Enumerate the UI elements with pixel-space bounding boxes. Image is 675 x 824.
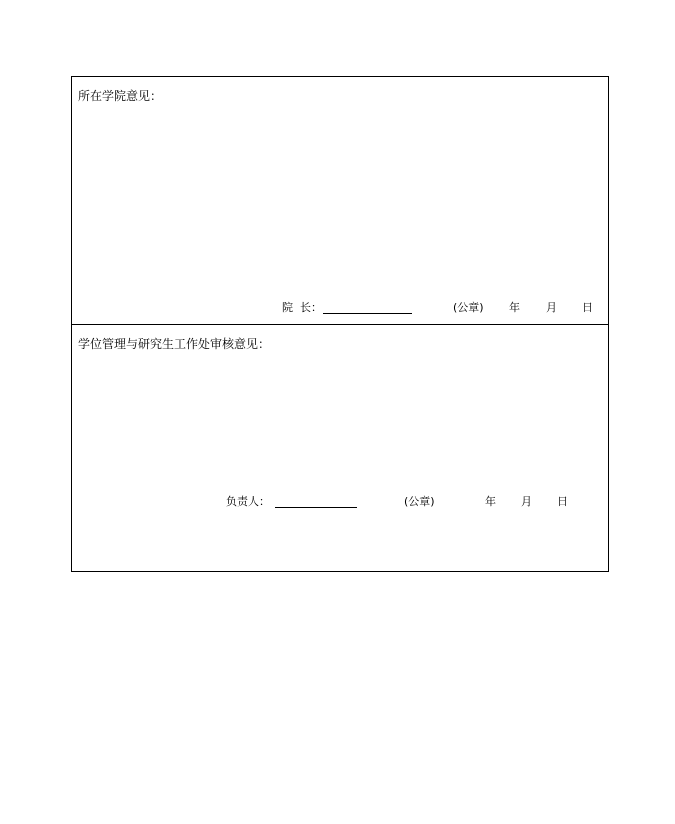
office-day-label: 日 <box>557 495 568 508</box>
office-seal-label: (公章) <box>404 495 435 508</box>
office-month-label: 月 <box>521 495 532 508</box>
college-signature-row <box>72 301 608 317</box>
college-year-label: 年 <box>509 301 520 314</box>
college-month-label: 月 <box>546 301 557 314</box>
college-day-label: 日 <box>582 301 593 314</box>
approval-form-table <box>71 76 609 572</box>
college-opinion-section <box>72 77 608 325</box>
graduate-office-opinion-heading: 学位管理与研究生工作处审核意见： <box>78 337 271 351</box>
office-signature-row <box>72 495 608 511</box>
responsible-person-label: 负责人： <box>226 495 270 508</box>
college-opinion-heading: 所在学院意见： <box>78 89 163 103</box>
dean-label: 院 长： <box>282 301 322 314</box>
responsible-person-signature-line[interactable] <box>275 507 357 508</box>
office-year-label: 年 <box>485 495 496 508</box>
graduate-office-opinion-section <box>72 325 608 571</box>
dean-signature-line[interactable] <box>323 313 412 314</box>
college-seal-label: (公章) <box>453 301 484 314</box>
